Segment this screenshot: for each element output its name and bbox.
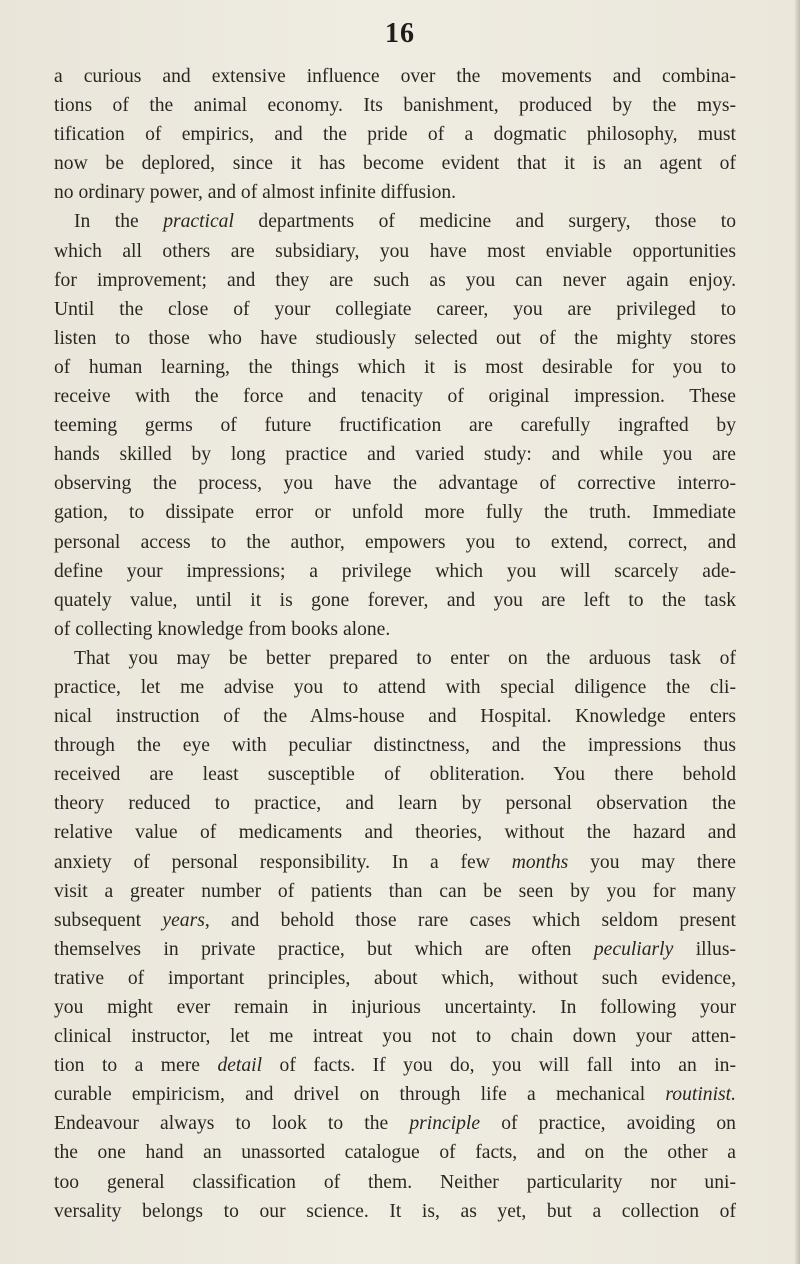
text-run: Until the close of your collegiate career, you are privileged to [54,298,736,320]
text-line [54,1109,736,1138]
text-run: practice, let me advise you to attend with special diligence the cli- [54,676,736,698]
text-line [54,702,736,731]
italic-text: routinist. [665,1084,736,1106]
text-line [54,469,736,498]
text-line [54,789,736,818]
italic-text: practical [163,211,234,233]
text-run: you may there [568,851,737,873]
text-line [54,964,736,993]
text-run: of collecting knowledge from books alone. [54,618,391,640]
text-line [54,353,736,382]
text-run: theory reduced to practice, and learn by personal observation the [54,793,736,815]
text-line [54,324,736,353]
body-text [54,62,736,1226]
text-line [54,237,736,266]
text-run: teeming germs of future fructification are carefully ingrafted by [54,415,736,437]
text-run: themselves in private practice, but which are often [54,938,594,960]
text-run: tion to a mere [54,1055,218,1077]
text-run: That you may be better prepared to enter on the arduous task of [74,647,736,669]
text-run: tification of empirics, and the pride of a dogmatic philosophy, must [54,124,736,146]
text-run: of facts. If you do, you will fall into an in- [262,1055,737,1077]
text-line [54,557,736,586]
text-line [54,848,736,877]
text-line [54,615,736,644]
text-run: , and behold those rare cases which seldom present [204,909,736,931]
text-run: you might ever remain in injurious uncertainty. In following your [54,997,736,1018]
text-line [54,295,736,324]
text-run: no ordinary power, and of almost infinite diffusion. [54,182,457,204]
text-run: tions of the animal economy. Its banishment, produced by the mys- [54,95,736,117]
italic-text: years [162,909,205,931]
text-run: nical instruction of the Alms-house and Hospital. Knowledge enters [54,706,736,728]
text-line [54,498,736,527]
text-run: listen to those who have studiously selected out of the mighty stores [54,327,736,349]
text-run: Endeavour always to look to the [54,1113,410,1135]
text-run: gation, to dissipate error or unfold more fully the truth. Immediate [54,502,736,524]
text-line [54,411,736,440]
text-run: visit a greater number of patients than can be seen by you for many [54,880,736,902]
text-run: anxiety of personal responsibility. In a few [54,851,512,873]
text-line [54,1138,736,1167]
text-run: of human learning, the things which it is most desirable for you to [54,356,736,378]
text-run: subsequent [54,909,163,931]
text-run: illus- [673,938,736,960]
text-line [54,673,736,702]
text-run: observing the process, you have the advantage of corrective interro- [54,473,736,495]
text-line [54,993,736,1022]
italic-text: months [511,851,569,873]
text-line [54,91,736,120]
text-run: departments of medicine and surgery, those to [233,211,736,233]
text-run: receive with the force and tenacity of original impression. These [54,386,736,408]
text-line [54,1197,736,1226]
text-run: a curious and extensive influence over the movements and combina- [54,66,736,87]
text-line [54,382,736,411]
text-run: through the eye with peculiar distinctness, and the impressions thus [54,735,736,757]
text-line [54,586,736,615]
page-number: 16 [385,18,415,49]
text-line [54,1080,736,1109]
italic-text: detail [217,1055,263,1077]
text-line [54,1022,736,1051]
text-run: quately value, until it is gone forever, and you are left to the task [54,589,736,611]
text-line [54,818,736,847]
italic-text: principle [409,1113,481,1135]
italic-text: peculiarly [593,938,674,960]
text-run: trative of important principles, about which, without such evidence, [54,967,736,989]
text-line [54,266,736,295]
text-run: clinical instructor, let me intreat you not to chain down your atten- [54,1026,736,1048]
text-line [54,935,736,964]
text-run: for improvement; and they are such as you can never again enjoy. [54,269,736,291]
text-run: too general classification of them. Neither particularity nor uni- [54,1171,736,1193]
text-run: personal access to the author, empowers you to extend, correct, and [54,531,736,553]
text-line [54,1168,736,1197]
text-run: In the [74,211,164,233]
text-line [54,644,736,673]
text-run: hands skilled by long practice and varied study: and while you are [54,444,736,466]
text-run: curable empiricism, and drivel on through life a mechanical [54,1084,666,1106]
text-line [54,149,736,178]
text-line [54,760,736,789]
page-edge-shadow [794,0,800,1264]
text-run: versality belongs to our science. It is, as yet, but a collection of [54,1200,736,1222]
text-line [54,528,736,557]
text-line [54,877,736,906]
text-line [54,906,736,935]
text-line [54,178,736,207]
text-run: define your impressions; a privilege which you will scarcely ade- [54,560,736,582]
text-run: the one hand an unassorted catalogue of facts, and on the other a [54,1142,736,1164]
text-line [54,731,736,760]
text-line [54,1051,736,1080]
text-run: of practice, avoiding on [480,1113,736,1135]
text-line [54,440,736,469]
text-run: which all others are subsidiary, you have most enviable opportunities [54,240,736,262]
text-run: now be deplored, since it has become evident that it is an agent of [54,153,736,175]
text-run: received are least susceptible of obliteration. You there behold [54,764,736,786]
text-run: relative value of medicaments and theories, without the hazard and [54,822,736,844]
text-line [54,207,736,236]
text-line [54,120,736,149]
text-line [54,62,736,91]
